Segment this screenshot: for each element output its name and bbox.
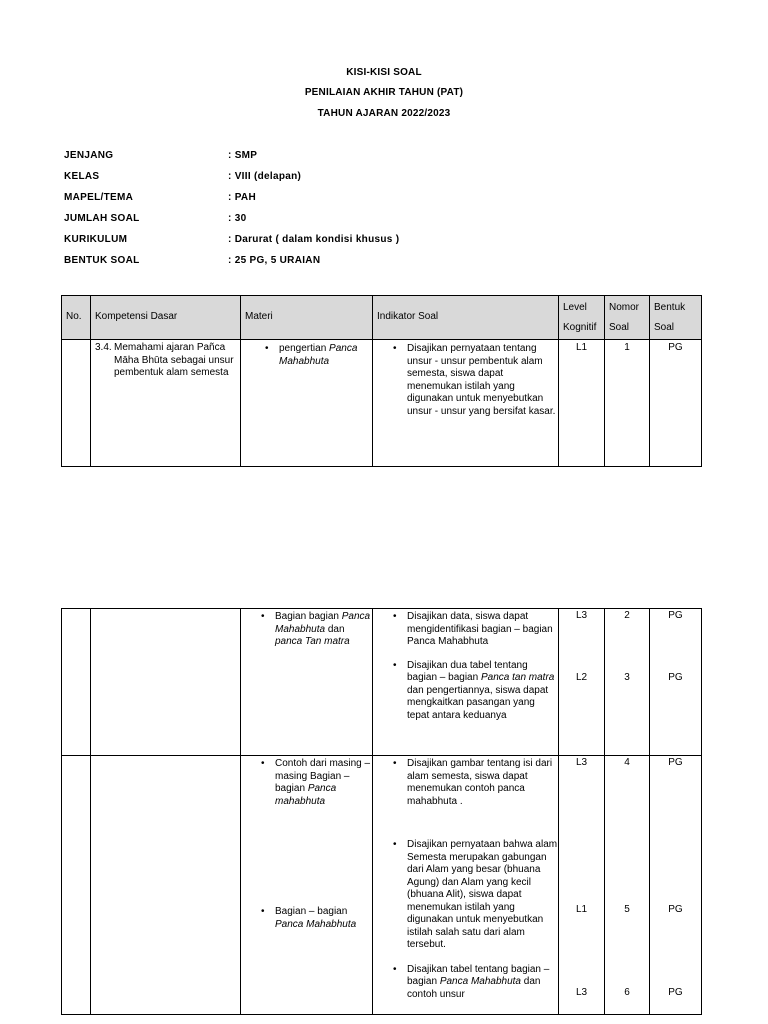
bentuk-value: PG <box>668 903 683 915</box>
cell-level <box>559 756 605 1015</box>
cell-kompetensi <box>91 340 241 467</box>
cell-indikator <box>373 609 559 756</box>
header-bentuk <box>650 296 702 340</box>
cell-no <box>62 609 91 756</box>
header-bentuk-line2: Soal <box>654 321 675 333</box>
cell-bentuk <box>650 756 702 1015</box>
doc-title: KISI-KISI SOAL <box>346 67 422 78</box>
materi-item: • Bagian bagian Panca Mahabhuta dan panca Tan matra <box>275 611 372 649</box>
indikator-item: • Disajikan pernyataan bahwa alam Semesta merupakan gabungan dari Alam yang besar (bhuana Agung) dan Alam yang kecil (bhuana Alit), siswa dapat menemukan istilah yang digunakan untuk menyebutkan istilah salah satu dari alam tersebut. <box>407 839 558 952</box>
level-value: L1 <box>575 903 588 915</box>
header-nomor-line1: Nomor <box>609 301 640 313</box>
cell-materi <box>241 756 373 1015</box>
cell-kompetensi <box>91 609 241 756</box>
indikator-item: • Disajikan gambar tentang isi dari alam semesta, siswa dapat menemukan contoh panca mahabhuta . <box>407 758 558 808</box>
header-level-line1: Level <box>563 301 587 313</box>
header-no: No. <box>62 296 91 340</box>
info-label-jumlah-soal: JUMLAH SOAL <box>64 213 140 224</box>
table-row <box>62 609 702 756</box>
cell-level: L1 <box>559 340 605 467</box>
cell-kompetensi <box>91 756 241 1015</box>
header-nomor-line2: Soal <box>609 321 630 333</box>
level-value: L3 <box>575 757 588 768</box>
info-label-mapel: MAPEL/TEMA <box>64 192 134 203</box>
bentuk-value: PG <box>668 671 683 683</box>
indikator-item: • Disajikan data, siswa dapat mengidentifikasi bagian – bagian Panca Mahabhuta <box>407 611 558 649</box>
info-value-bentuk-soal: : 25 PG, 5 URAIAN <box>228 255 321 266</box>
cell-nomor: 1 <box>605 340 650 467</box>
cell-bentuk: PG <box>650 340 702 467</box>
nomor-value: 2 <box>624 610 630 621</box>
cell-no <box>62 340 91 467</box>
header-materi: Materi <box>241 296 373 340</box>
table-header-row <box>62 296 702 340</box>
info-value-jumlah-soal: : 30 <box>228 213 247 224</box>
nomor-value: 3 <box>624 671 630 683</box>
kisi-table-page2 <box>61 608 702 1015</box>
cell-nomor <box>605 756 650 1015</box>
table-row <box>62 756 702 1015</box>
info-label-kelas: KELAS <box>64 171 100 182</box>
cell-indikator <box>373 756 559 1015</box>
table-row <box>62 340 702 467</box>
bentuk-value: PG <box>668 610 683 621</box>
doc-subtitle: PENILAIAN AKHIR TAHUN (PAT) <box>304 87 464 98</box>
info-value-mapel: : PAH <box>228 192 256 203</box>
indikator-item: • Disajikan pernyataan tentang unsur - unsur pembentuk alam semesta, siswa dapat menemukan istilah yang digunakan untuk menyebutkan unsur - unsur yang bersifat kasar. <box>407 343 558 418</box>
nomor-value: 6 <box>624 987 630 998</box>
nomor-value: 5 <box>624 903 630 915</box>
cell-level <box>559 609 605 756</box>
bentuk-value: PG <box>668 987 683 998</box>
kisi-table-page1 <box>61 295 702 467</box>
kd-number: 3.4. <box>95 342 112 353</box>
doc-school-year: TAHUN AJARAN 2022/2023 <box>317 108 451 119</box>
header-kompetensi: Kompetensi Dasar <box>91 296 241 340</box>
info-label-jenjang: JENJANG <box>64 150 114 161</box>
header-indikator: Indikator Soal <box>373 296 559 340</box>
kd-text: Memahami ajaran Pañca Māha Bhūta sebagai unsur pembentuk alam semesta <box>114 342 234 378</box>
materi-item: • Contoh dari masing – masing Bagian – bagian Panca mahabhuta <box>275 758 372 808</box>
indikator-item: • Disajikan tabel tentang bagian – bagian Panca Mahabhuta dan contoh unsur <box>407 964 558 1002</box>
bentuk-value: PG <box>668 757 683 768</box>
level-value: L3 <box>575 610 588 621</box>
materi-item: • Bagian – bagian Panca Mahabhuta <box>275 906 372 931</box>
cell-no <box>62 756 91 1015</box>
info-label-kurikulum: KURIKULUM <box>64 234 128 245</box>
info-value-kurikulum: : Darurat ( dalam kondisi khusus ) <box>228 234 400 245</box>
info-value-kelas: : VIII (delapan) <box>228 171 302 182</box>
nomor-value: 4 <box>624 757 630 768</box>
materi-item: • pengertian Panca Mahabhuta <box>279 343 372 368</box>
header-bentuk-line1: Bentuk <box>654 301 686 313</box>
info-value-jenjang: : SMP <box>228 150 258 161</box>
cell-bentuk <box>650 609 702 756</box>
header-level-line2: Kognitif <box>563 321 597 333</box>
indikator-item: • Disajikan dua tabel tentang bagian – bagian Panca tan matra dan pengertiannya, siswa dapat mengkaitkan pasangan yang tepat antara keduanya <box>407 660 558 723</box>
cell-indikator <box>373 340 559 467</box>
level-value: L2 <box>575 671 588 683</box>
cell-materi <box>241 609 373 756</box>
header-nomor <box>605 296 650 340</box>
cell-nomor <box>605 609 650 756</box>
info-label-bentuk-soal: BENTUK SOAL <box>64 255 140 266</box>
header-level <box>559 296 605 340</box>
cell-materi <box>241 340 373 467</box>
level-value: L3 <box>575 987 588 998</box>
